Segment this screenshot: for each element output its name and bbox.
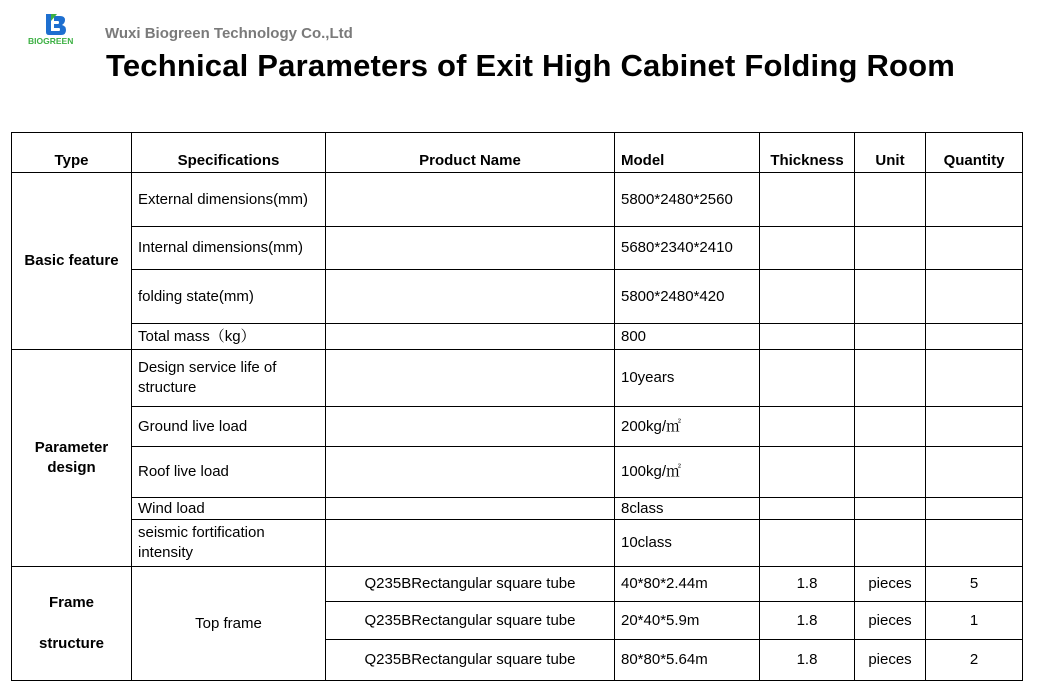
model-cell: 5800*2480*420 [615, 270, 760, 324]
col-header-quantity: Quantity [926, 133, 1023, 173]
frame-type-line1: Frame [48, 594, 95, 611]
col-header-product-name: Product Name [326, 133, 615, 173]
model-cell: 10class [615, 520, 760, 567]
table-row [12, 350, 1023, 407]
product-cell [326, 407, 615, 447]
type-frame-structure [12, 567, 132, 681]
product-cell: Q235BRectangular square tube [326, 567, 615, 602]
product-cell [326, 324, 615, 350]
product-cell [326, 173, 615, 227]
model-cell: 80*80*5.64m [615, 640, 760, 681]
product-cell [326, 447, 615, 498]
product-cell: Q235BRectangular square tube [326, 640, 615, 681]
model-cell: 20*40*5.9m [615, 602, 760, 640]
logo-text: BIOGREEN [28, 36, 74, 46]
product-cell [326, 270, 615, 324]
type-basic-feature: Basic feature [12, 173, 132, 350]
page-title: Technical Parameters of Exit High Cabinet Folding Room [106, 48, 956, 83]
unit-cell: pieces [855, 602, 926, 640]
quantity-cell: 1 [926, 602, 1023, 640]
model-cell: 200kg/㎡ [615, 407, 760, 447]
table-row [12, 270, 1023, 324]
col-header-specifications: Specifications [132, 133, 326, 173]
product-cell [326, 498, 615, 520]
parameters-table [11, 132, 1023, 681]
spec-top-frame: Top frame [132, 567, 326, 681]
table-row [12, 567, 1023, 602]
col-header-unit: Unit [855, 133, 926, 173]
table-row [12, 520, 1023, 567]
model-cell: 800 [615, 324, 760, 350]
col-header-model: Model [615, 133, 760, 173]
product-cell: Q235BRectangular square tube [326, 602, 615, 640]
quantity-cell: 2 [926, 640, 1023, 681]
table-row [12, 173, 1023, 227]
model-cell: 5680*2340*2410 [615, 227, 760, 270]
spec-cell: Design service life of structure [132, 350, 326, 407]
frame-type-line2: structure [38, 635, 105, 652]
product-cell [326, 350, 615, 407]
header-row [12, 133, 1023, 173]
table-row [12, 498, 1023, 520]
model-cell: 10years [615, 350, 760, 407]
company-name: Wuxi Biogreen Technology Co.,Ltd [105, 25, 353, 42]
thickness-cell: 1.8 [760, 602, 855, 640]
spec-cell: Internal dimensions(mm) [132, 227, 326, 270]
product-cell [326, 227, 615, 270]
spec-cell: Wind load [132, 498, 326, 520]
spec-cell: Ground live load [132, 407, 326, 447]
thickness-cell: 1.8 [760, 640, 855, 681]
unit-cell: pieces [855, 640, 926, 681]
table-row [12, 447, 1023, 498]
type-parameter-design: Parameter design [12, 350, 132, 567]
spec-cell: Total mass（kg） [132, 324, 326, 350]
model-cell: 5800*2480*2560 [615, 173, 760, 227]
spec-cell: External dimensions(mm) [132, 173, 326, 227]
product-cell [326, 520, 615, 567]
spec-cell: seismic fortification intensity [132, 520, 326, 567]
spec-cell: folding state(mm) [132, 270, 326, 324]
quantity-cell: 5 [926, 567, 1023, 602]
thickness-cell: 1.8 [760, 567, 855, 602]
spec-cell: Roof live load [132, 447, 326, 498]
table-row [12, 324, 1023, 350]
unit-cell: pieces [855, 567, 926, 602]
model-cell: 100kg/㎡ [615, 447, 760, 498]
col-header-type: Type [12, 133, 132, 173]
company-logo [27, 12, 87, 46]
model-cell: 8class [615, 498, 760, 520]
col-header-thickness: Thickness [760, 133, 855, 173]
model-cell: 40*80*2.44m [615, 567, 760, 602]
table-row [12, 407, 1023, 447]
table-row [12, 227, 1023, 270]
